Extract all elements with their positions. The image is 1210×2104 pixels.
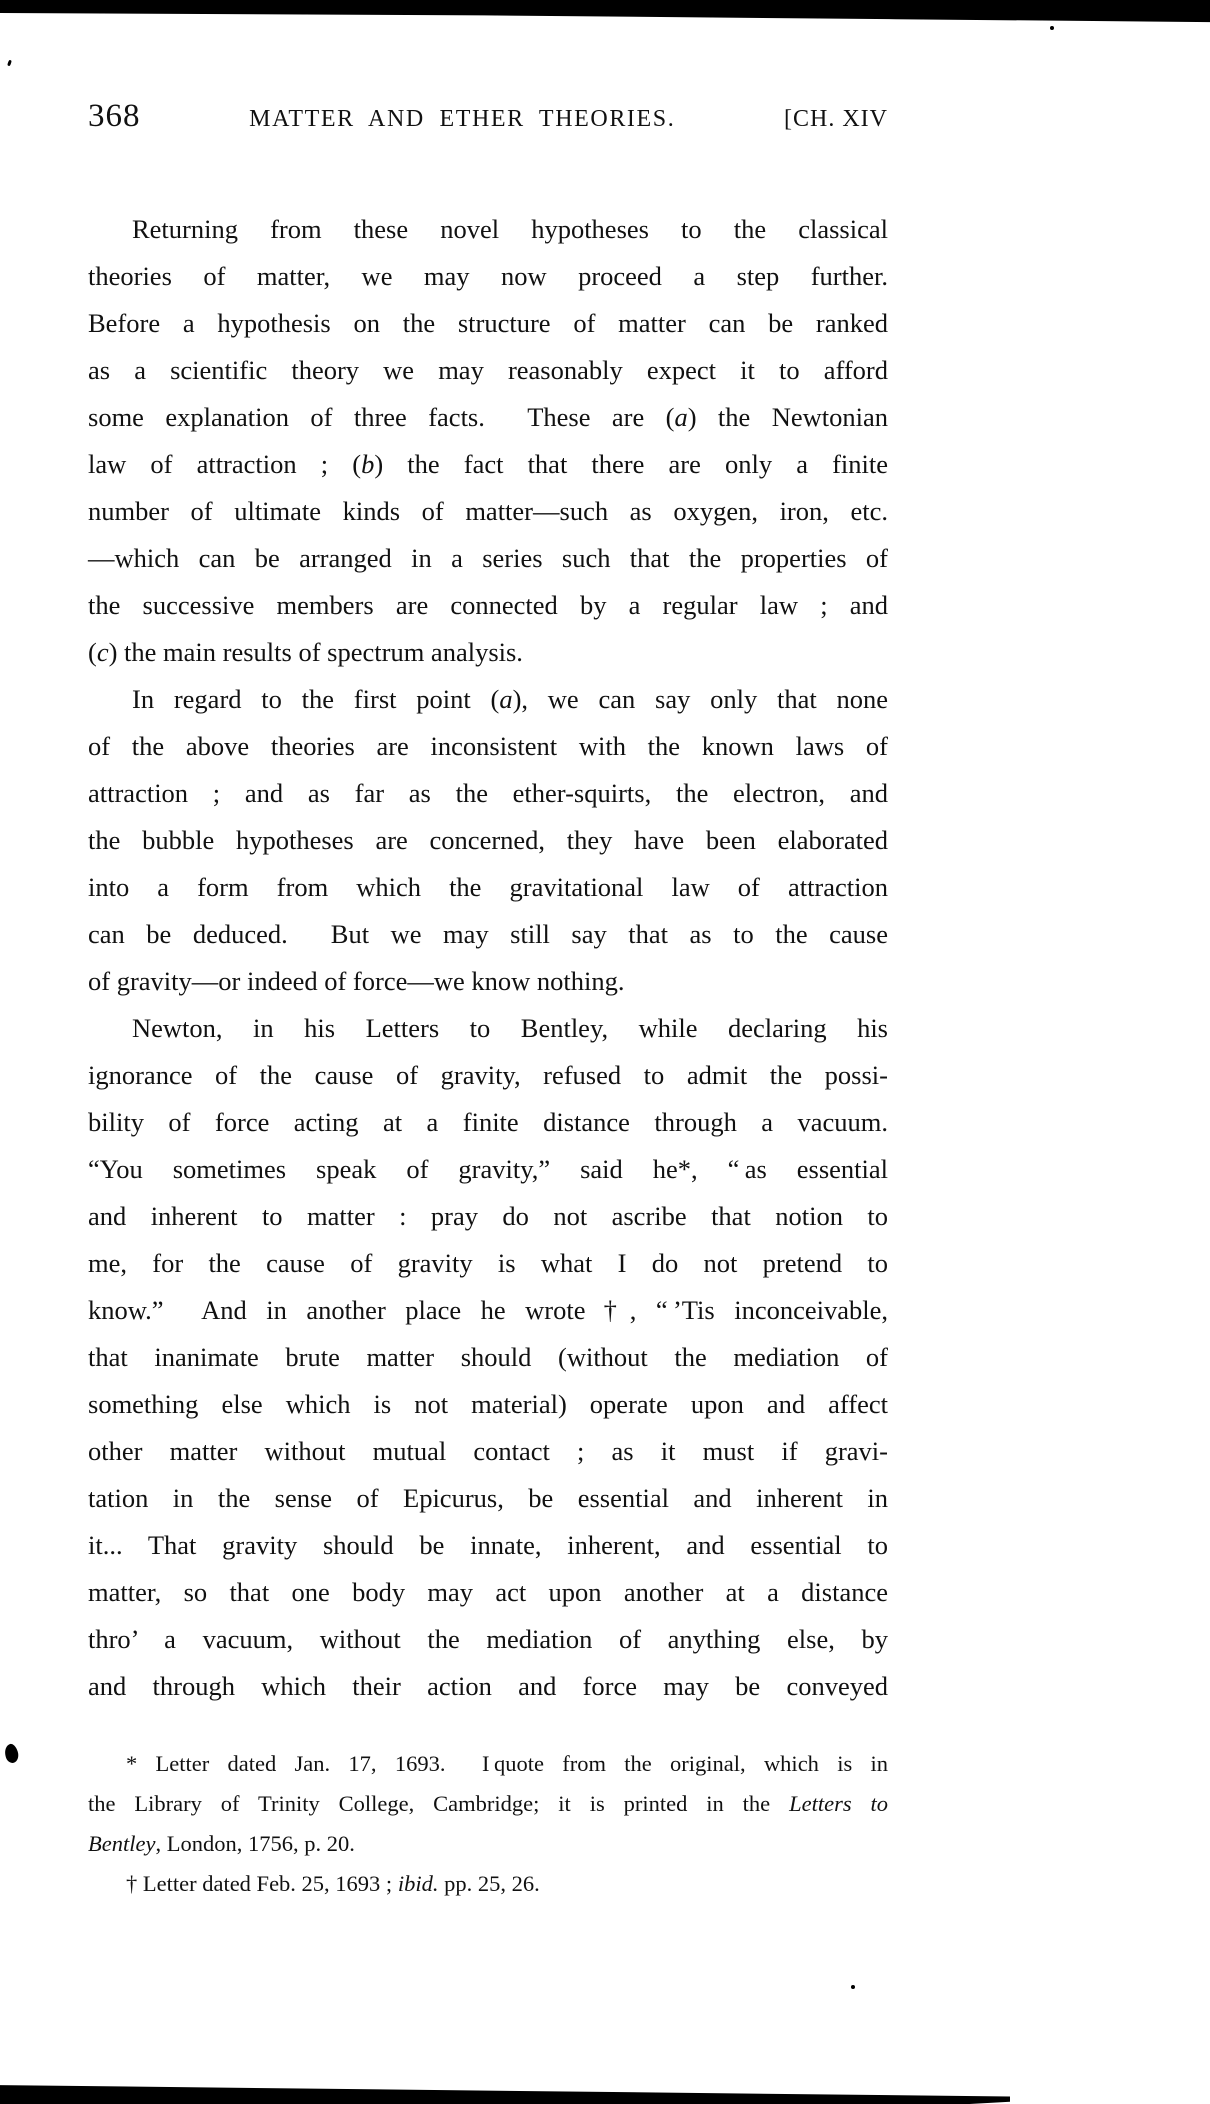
text-line: and through which their action and force may be conveyed bbox=[88, 1671, 888, 1701]
text-line: tation in the sense of Epicurus, be essential and inherent in bbox=[88, 1483, 888, 1513]
text-line: me, for the cause of gravity is what I do not pretend to bbox=[88, 1248, 888, 1278]
text-line: some explanation of three facts. These are (a) the Newtonian bbox=[88, 402, 888, 432]
text-line: matter, so that one body may act upon another at a distance bbox=[88, 1577, 888, 1607]
text-line: the bubble hypotheses are concerned, they have been elaborated bbox=[88, 825, 888, 855]
text-line: attraction ; and as far as the ether-squirts, the electron, and bbox=[88, 778, 888, 808]
scan-artifact-speck bbox=[851, 1985, 855, 1989]
text-line: (c) the main results of spectrum analysis. bbox=[88, 637, 523, 667]
text-line: know.” And in another place he wrote †, “ ’Tis inconceivable, bbox=[88, 1295, 888, 1325]
text-line: Bentley, London, 1756, p. 20. bbox=[88, 1831, 355, 1856]
running-title: MATTER AND ETHER THEORIES. bbox=[249, 106, 676, 132]
text-line: “You sometimes speak of gravity,” said he*, “ as essential bbox=[88, 1154, 888, 1184]
text-line: thro’ a vacuum, without the mediation of anything else, by bbox=[88, 1624, 888, 1654]
footnotes bbox=[88, 1744, 888, 1904]
scan-artifact-speck bbox=[7, 60, 12, 67]
text-line: the successive members are connected by a regular law ; and bbox=[88, 590, 888, 620]
text-line: and inherent to matter : pray do not ascribe that notion to bbox=[88, 1201, 888, 1231]
scan-artifact-bottom-bar bbox=[0, 2082, 1010, 2104]
text-line: other matter without mutual contact ; as it must if gravi- bbox=[88, 1436, 888, 1466]
scan-artifact-speck bbox=[1050, 26, 1054, 30]
text-line: can be deduced. But we may still say that as to the cause bbox=[88, 919, 888, 949]
text-line: number of ultimate kinds of matter—such as oxygen, iron, etc. bbox=[88, 496, 888, 526]
text-line: ignorance of the cause of gravity, refused to admit the possi- bbox=[88, 1060, 888, 1090]
text-line: of the above theories are inconsistent with the known laws of bbox=[88, 731, 888, 761]
text-line: In regard to the first point (a), we can say only that none bbox=[132, 684, 888, 714]
text-line: Newton, in his Letters to Bentley, while declaring his bbox=[132, 1013, 888, 1043]
text-line: theories of matter, we may now proceed a step further. bbox=[88, 261, 888, 291]
scan-artifact-top-bar bbox=[0, 0, 1210, 24]
text-line: † Letter dated Feb. 25, 1693 ; ibid. pp. 25, 26. bbox=[126, 1871, 540, 1896]
text-line: of gravity—or indeed of force—we know nothing. bbox=[88, 966, 625, 996]
body-text bbox=[88, 206, 888, 1710]
text-line: Returning from these novel hypotheses to the classical bbox=[132, 214, 888, 244]
text-line: law of attraction ; (b) the fact that there are only a finite bbox=[88, 449, 888, 479]
page-header bbox=[88, 98, 888, 135]
scan-artifact-ink-blot bbox=[2, 1742, 20, 1764]
text-line: Before a hypothesis on the structure of matter can be ranked bbox=[88, 308, 888, 338]
text-line: into a form from which the gravitational law of attraction bbox=[88, 872, 888, 902]
text-line: the Library of Trinity College, Cambridge; it is printed in the Letters to bbox=[88, 1791, 888, 1816]
chapter-marker: [CH. XIV bbox=[784, 106, 888, 132]
text-line: * Letter dated Jan. 17, 1693. I quote from the original, which is in bbox=[126, 1751, 888, 1776]
page-number: 368 bbox=[88, 98, 141, 134]
text-line: it... That gravity should be innate, inherent, and essential to bbox=[88, 1530, 888, 1560]
text-line: bility of force acting at a finite distance through a vacuum. bbox=[88, 1107, 888, 1137]
text-line: something else which is not material) operate upon and affect bbox=[88, 1389, 888, 1419]
text-line: as a scientific theory we may reasonably expect it to afford bbox=[88, 355, 888, 385]
text-line: that inanimate brute matter should (without the mediation of bbox=[88, 1342, 888, 1372]
text-line: —which can be arranged in a series such that the properties of bbox=[88, 543, 888, 573]
